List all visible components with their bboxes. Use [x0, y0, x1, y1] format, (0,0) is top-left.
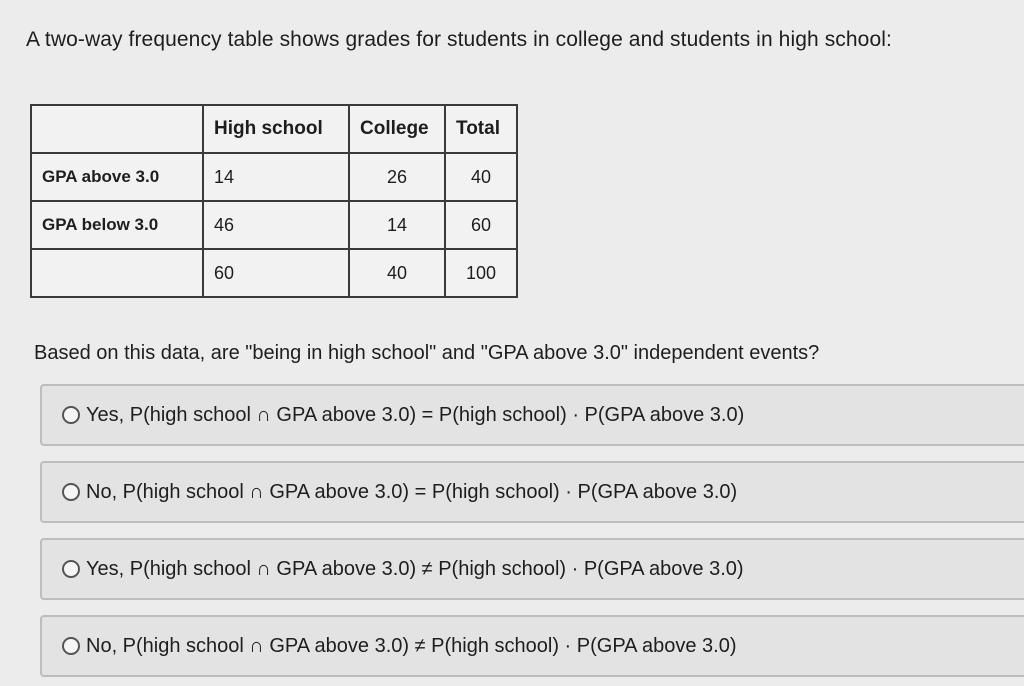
- row-label: [31, 249, 203, 297]
- radio-icon[interactable]: [62, 406, 80, 424]
- table-header-row: [31, 105, 517, 153]
- header-college: College: [349, 105, 445, 153]
- answer-option-4[interactable]: [40, 615, 1024, 677]
- header-total: Total: [445, 105, 517, 153]
- question-text: Based on this data, are "being in high school" and "GPA above 3.0" independent events?: [34, 342, 820, 364]
- answer-option-2[interactable]: [40, 461, 1024, 523]
- header-empty: [31, 105, 203, 153]
- cell-college: 40: [349, 249, 445, 297]
- cell-high-school: 14: [203, 153, 349, 201]
- cell-total: 100: [445, 249, 517, 297]
- row-label: GPA below 3.0: [31, 201, 203, 249]
- frequency-table: [30, 104, 518, 298]
- cell-college: 26: [349, 153, 445, 201]
- question-intro: A two-way frequency table shows grades for students in college and students in high school:: [26, 28, 892, 51]
- cell-college: 14: [349, 201, 445, 249]
- answer-option-3[interactable]: [40, 538, 1024, 600]
- table-row: [31, 201, 517, 249]
- table-row: [31, 153, 517, 201]
- cell-high-school: 60: [203, 249, 349, 297]
- cell-high-school: 46: [203, 201, 349, 249]
- option-label: No, P(high school ∩ GPA above 3.0) ≠ P(high school) · P(GPA above 3.0): [86, 634, 737, 657]
- option-label: No, P(high school ∩ GPA above 3.0) = P(high school) · P(GPA above 3.0): [86, 480, 738, 503]
- table-row: [31, 249, 517, 297]
- cell-total: 60: [445, 201, 517, 249]
- radio-icon[interactable]: [62, 560, 80, 578]
- header-high-school: High school: [203, 105, 349, 153]
- radio-icon[interactable]: [62, 637, 80, 655]
- answer-option-1[interactable]: [40, 384, 1024, 446]
- option-label: Yes, P(high school ∩ GPA above 3.0) ≠ P(high school) · P(GPA above 3.0): [86, 557, 744, 580]
- row-label: GPA above 3.0: [31, 153, 203, 201]
- option-label: Yes, P(high school ∩ GPA above 3.0) = P(high school) · P(GPA above 3.0): [86, 403, 745, 426]
- cell-total: 40: [445, 153, 517, 201]
- radio-icon[interactable]: [62, 483, 80, 501]
